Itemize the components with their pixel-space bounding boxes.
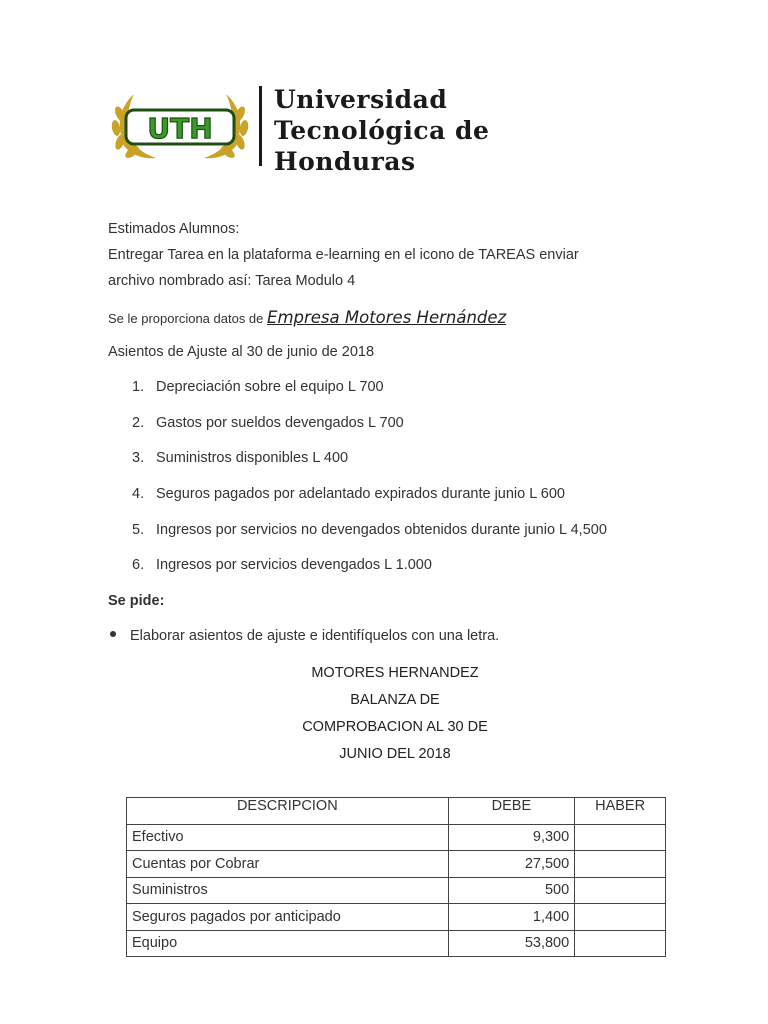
header-descripcion: DESCRIPCION [127, 798, 449, 825]
header-divider [259, 86, 262, 166]
instruction-line-1: Entregar Tarea en la plataforma e-learning en el icono de TAREAS enviar [108, 247, 579, 263]
list-item: 3. Suministros disponibles L 400 [132, 450, 349, 467]
company-name: Empresa Motores Hernández [267, 308, 507, 327]
balance-title: MOTORES HERNANDEZ BALANZA DE COMPROBACION AL 30 DE JUNIO DEL 2018 [302, 665, 488, 762]
header-debe: DEBE [448, 798, 575, 825]
task-heading: Se pide: [108, 593, 165, 609]
university-header [106, 82, 546, 176]
instruction-line-2: archivo nombrado así: Tarea Modulo 4 [108, 273, 356, 289]
svg-text:UTH: UTH [147, 112, 213, 145]
list-item: 2. Gastos por sueldos devengados L 700 [132, 414, 404, 431]
list-item: 6. Ingresos por servicios devengados L 1.000 [132, 557, 432, 574]
task-bullet: Elaborar asientos de ajuste e identifíquelos con una letra. [110, 628, 499, 644]
table-header-row [127, 798, 666, 825]
data-intro [108, 308, 506, 327]
bullet-icon [110, 631, 116, 637]
list-item: 4. Seguros pagados por adelantado expirados durante junio L 600 [132, 486, 565, 503]
list-item: 5. Ingresos por servicios no devengados obtenidos durante junio L 4,500 [132, 521, 607, 538]
adjustments-list [132, 379, 607, 593]
table-row: Suministros 500 [127, 877, 666, 904]
table-row: Equipo 53,800 [127, 930, 666, 957]
data-prefix: Se le proporciona datos de [108, 311, 264, 326]
uth-logo [106, 84, 254, 164]
trial-balance-table [126, 797, 666, 957]
table-row: Cuentas por Cobrar 27,500 [127, 851, 666, 878]
table-row: Efectivo 9,300 [127, 824, 666, 851]
greeting: Estimados Alumnos: [108, 221, 240, 237]
table-row: Seguros pagados por anticipado 1,400 [127, 904, 666, 931]
list-item: 1. Depreciación sobre el equipo L 700 [132, 379, 384, 395]
header-haber: HABER [575, 798, 666, 825]
adjustments-title: Asientos de Ajuste al 30 de junio de 2018 [108, 344, 375, 360]
university-name: Universidad Tecnológica de Honduras [274, 85, 490, 176]
